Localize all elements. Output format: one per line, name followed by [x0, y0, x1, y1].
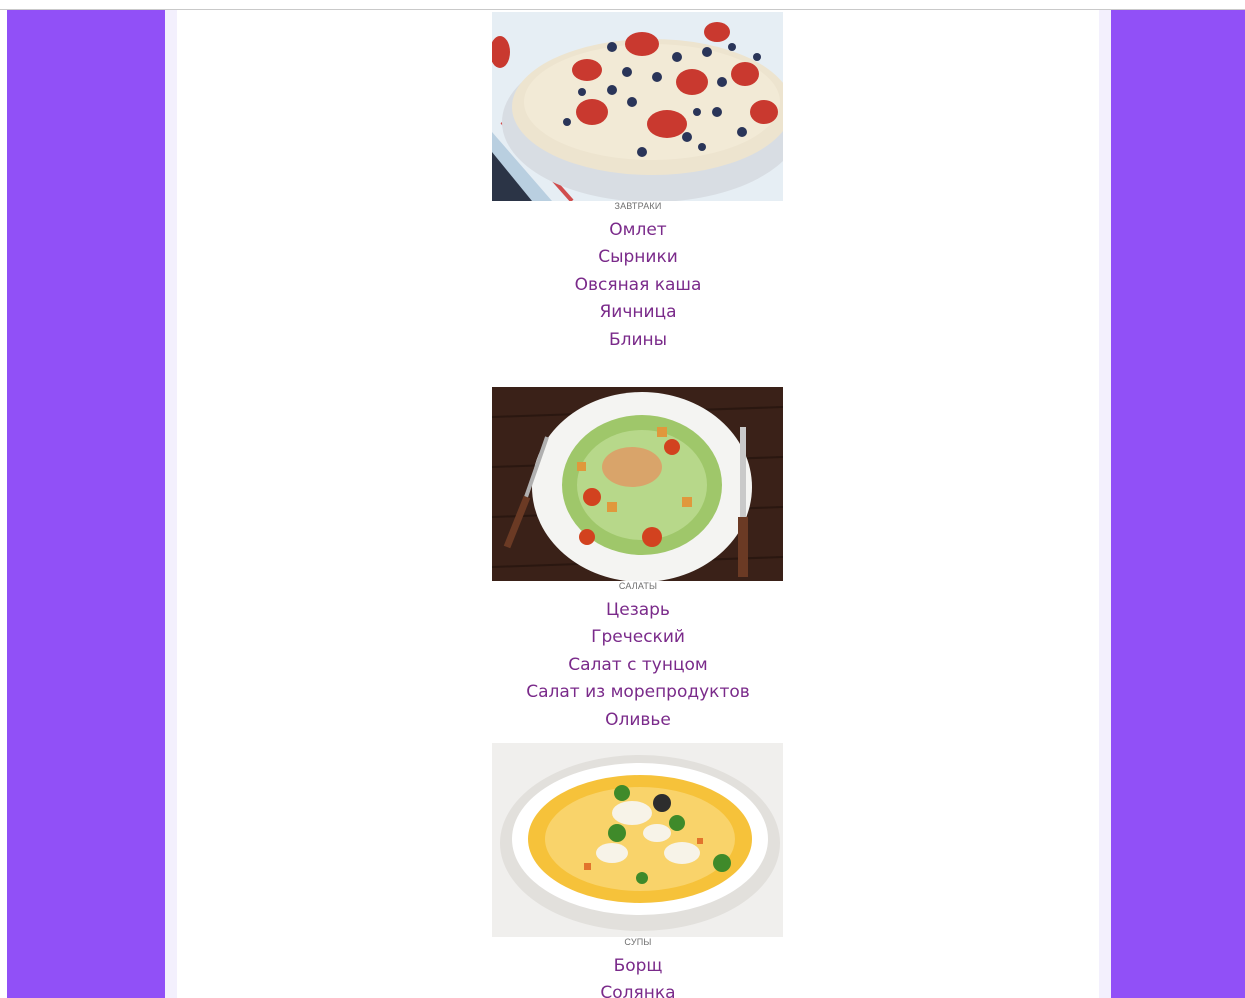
category-label: САЛАТЫ: [618, 581, 658, 591]
menu-item-link[interactable]: Оливье: [605, 709, 671, 730]
salads-list: [177, 597, 1099, 734]
menu-item-link[interactable]: Салат с тунцом: [568, 654, 708, 675]
menu-item-link[interactable]: Салат из морепродуктов: [526, 682, 750, 703]
menu-item-link[interactable]: Яичница: [599, 302, 677, 323]
salad-photo: [492, 387, 783, 581]
menu-item-link[interactable]: Греческий: [591, 627, 685, 648]
menu-item-link[interactable]: Борщ: [613, 956, 663, 976]
right-margin-strip: [1099, 10, 1111, 998]
breakfast-list: [177, 217, 1099, 354]
menu-item-link[interactable]: Цезарь: [606, 600, 670, 620]
menu-item-link[interactable]: Блины: [608, 329, 668, 350]
soup-photo: [492, 743, 783, 937]
left-background-panel: [7, 10, 165, 998]
menu-item-link[interactable]: Овсяная каша: [574, 274, 702, 295]
breakfast-photo: [492, 12, 783, 201]
menu-item-link[interactable]: Омлет: [609, 220, 667, 240]
browser-edge: [0, 0, 1245, 10]
category-label: ЗАВТРАКИ: [614, 201, 662, 211]
menu-page: [177, 10, 1099, 998]
left-margin-strip: [165, 10, 177, 998]
right-background-panel: [1111, 10, 1245, 998]
menu-item-link[interactable]: Солянка: [600, 983, 676, 998]
category-label: СУПЫ: [624, 937, 652, 947]
menu-item-link[interactable]: Сырники: [598, 247, 678, 268]
soups-list: [177, 953, 1099, 998]
